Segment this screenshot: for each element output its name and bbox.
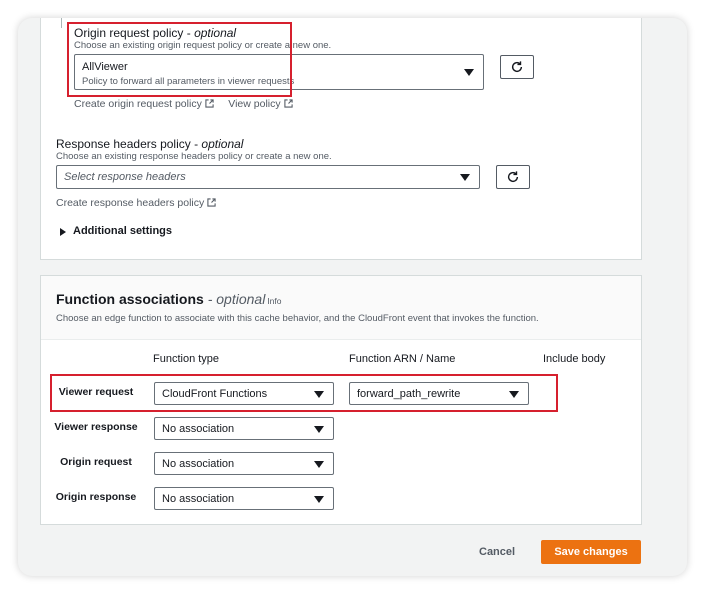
column-function-arn: Function ARN / Name bbox=[349, 353, 456, 365]
origin-request-policy-select[interactable] bbox=[74, 54, 484, 90]
column-include-body: Include body bbox=[543, 353, 606, 365]
function-associations-title: Function associations - optional Info bbox=[56, 291, 282, 307]
settings-window bbox=[18, 18, 687, 576]
origin-request-policy-selected: AllViewer bbox=[82, 61, 128, 73]
origin-request-policy-selected-desc: Policy to forward all parameters in viewer requests bbox=[82, 76, 295, 87]
row-label-origin-request: Origin request bbox=[60, 456, 132, 468]
origin-response-function-type-value: No association bbox=[162, 493, 235, 505]
origin-request-function-type-select[interactable] bbox=[154, 452, 334, 475]
function-associations-description: Choose an edge function to associate with this cache behavior, and the CloudFront event that invokes the function. bbox=[56, 313, 539, 324]
refresh-icon bbox=[506, 170, 520, 184]
external-link-icon bbox=[207, 198, 216, 207]
response-headers-links bbox=[56, 193, 216, 211]
caret-down-icon bbox=[314, 426, 324, 433]
panel-divider bbox=[61, 18, 62, 28]
caret-down-icon bbox=[314, 391, 324, 398]
caret-down-icon bbox=[314, 461, 324, 468]
origin-policy-links bbox=[74, 94, 293, 112]
origin-request-function-type-value: No association bbox=[162, 458, 235, 470]
external-link-icon bbox=[205, 99, 214, 108]
row-label-viewer-response: Viewer response bbox=[54, 421, 138, 433]
viewer-request-function-type-value: CloudFront Functions bbox=[162, 388, 268, 400]
response-headers-select[interactable] bbox=[56, 165, 480, 189]
caret-down-icon bbox=[464, 69, 474, 76]
response-headers-policy-description: Choose an existing response headers policy or create a new one. bbox=[56, 151, 332, 162]
response-headers-policy-label: Response headers policy - optional bbox=[56, 137, 244, 151]
origin-request-policy-description: Choose an existing origin request policy or create a new one. bbox=[74, 40, 332, 51]
caret-down-icon bbox=[314, 496, 324, 503]
response-headers-placeholder: Select response headers bbox=[64, 171, 186, 183]
viewer-request-function-arn-value: forward_path_rewrite bbox=[357, 388, 461, 400]
column-function-type: Function type bbox=[153, 353, 220, 365]
viewer-request-function-arn-select[interactable] bbox=[349, 382, 529, 405]
save-changes-button[interactable]: Save changes bbox=[541, 540, 641, 564]
viewer-response-function-type-value: No association bbox=[162, 423, 235, 435]
refresh-icon bbox=[510, 60, 524, 74]
cache-behavior-panel bbox=[40, 18, 642, 260]
caret-down-icon bbox=[509, 391, 519, 398]
function-associations-header bbox=[41, 276, 641, 340]
additional-settings-label: Additional settings bbox=[73, 225, 172, 237]
external-link-icon bbox=[284, 99, 293, 108]
row-label-origin-response: Origin response bbox=[55, 491, 137, 503]
create-origin-request-policy-link[interactable]: Create origin request policy bbox=[74, 98, 214, 110]
caret-down-icon bbox=[460, 174, 470, 181]
cancel-button[interactable]: Cancel bbox=[479, 546, 516, 558]
view-policy-link[interactable]: View policy bbox=[228, 98, 292, 110]
origin-request-policy-label: Origin request policy - optional bbox=[74, 26, 237, 40]
info-link[interactable]: Info bbox=[267, 296, 282, 306]
create-response-headers-policy-link[interactable]: Create response headers policy bbox=[56, 197, 216, 209]
function-associations-panel bbox=[40, 275, 642, 525]
response-headers-refresh-button[interactable] bbox=[496, 165, 530, 189]
origin-response-function-type-select[interactable] bbox=[154, 487, 334, 510]
row-label-viewer-request: Viewer request bbox=[58, 386, 134, 398]
origin-policy-refresh-button[interactable] bbox=[500, 55, 534, 79]
viewer-request-function-type-select[interactable] bbox=[154, 382, 334, 405]
caret-right-icon bbox=[60, 228, 66, 236]
viewer-response-function-type-select[interactable] bbox=[154, 417, 334, 440]
